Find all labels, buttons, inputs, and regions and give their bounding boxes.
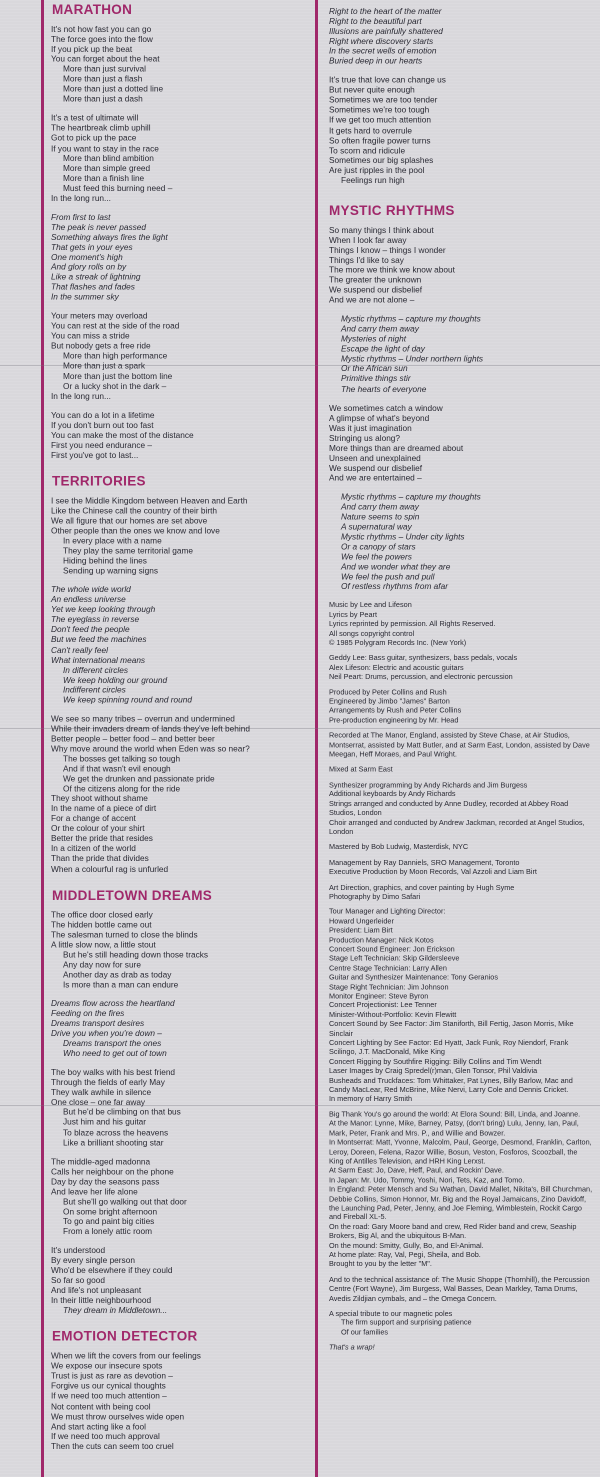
lyric-line: Sometimes we're too tough: [329, 104, 430, 115]
lyric-line: More than just the bottom line: [63, 370, 173, 381]
lyric-line: Are just ripples in the pool: [329, 164, 425, 175]
credit-block: [329, 780, 594, 836]
credit-block: [329, 842, 594, 851]
credit-line: Concert Rigging by Southfire Rigging: Billy Collins and Tim Wendt: [329, 1056, 542, 1066]
lyric-line: Drive you when you're down –: [51, 1028, 162, 1039]
lyric-line: Another day as drab as today: [63, 969, 172, 980]
credit-line: At the Manor: Lynne, Mike, Barney, Patsy, (don't bring) Lulu, Jenny, Ian, Paul, Mark, Peter, Frank and Mrs. P., and Willie and Bowzer.: [329, 1119, 579, 1138]
song-title: TERRITORIES: [52, 473, 146, 489]
credit-line: Neil Peart: Drums, percussion, and electronic percussion: [329, 672, 513, 682]
lyric-line: It's a test of ultimate will: [51, 112, 139, 123]
lyric-line: Escape the light of day: [341, 343, 425, 354]
lyric-line: If we need too much attention –: [51, 1390, 167, 1401]
credit-block: [329, 731, 594, 759]
lyric-line: Like the Chinese call the country of their birth: [51, 505, 218, 516]
lyric-line: We suspend our disbelief: [329, 284, 423, 295]
lyric-line: Mystic rhythms – capture my thoughts: [341, 313, 481, 324]
credit-line: Additional keyboards by Andy Richards: [329, 789, 456, 799]
credit-line: Stage Left Technician: Skip Gildersleeve: [329, 953, 460, 963]
lyric-stanza: [51, 1245, 310, 1315]
credit-block: [329, 882, 594, 901]
lyric-stanza: [329, 314, 594, 394]
lyric-line: One moment's high: [51, 251, 123, 262]
lyric-line: Sometimes we are too tender: [329, 94, 438, 105]
lyric-line: Mystic rhythms – Under city lights: [341, 531, 465, 542]
mystic-rhythms-section: [318, 203, 594, 592]
lyric-line: The greater the unknown: [329, 274, 422, 285]
credit-line: Mixed at Sarm East: [329, 764, 393, 774]
song-title: MARATHON: [52, 1, 133, 17]
credit-line: In memory of Harry Smith: [329, 1094, 413, 1104]
credit-block: [329, 907, 594, 1104]
credit-line: That's a wrap!: [329, 1342, 375, 1352]
left-lyrics-column: [38, 0, 310, 1470]
credit-line: Photography by Dimo Safari: [329, 891, 421, 901]
credit-line: Concert Sound by See Factor: Jim Staniforth, Bill Fertig, Jason Morris, Mike Sinclair: [329, 1019, 574, 1038]
lyric-line: Sometimes our big splashes: [329, 154, 434, 165]
credit-line: All songs copyright control: [329, 628, 415, 638]
lyric-line: It's not how fast you can go: [51, 23, 152, 34]
lyric-line: Than the pride that divides: [51, 853, 149, 864]
lyric-line: They walk awhile in silence: [51, 1087, 152, 1098]
lyric-line: Dreams transport desires: [51, 1018, 145, 1029]
lyric-stanza: [51, 24, 310, 104]
lyric-line: The eyeglass in reverse: [51, 614, 140, 625]
lyric-stanza: [51, 584, 310, 704]
lyric-stanza: [51, 1156, 310, 1236]
lyric-line: Your meters may overload: [51, 310, 148, 321]
lyric-line: You can make the most of the distance: [51, 429, 194, 440]
lyric-line: And start acting like a fool: [51, 1420, 147, 1431]
credit-line: Busheads and Truckfaces: Tom Whittaker, Pat Lynes, Billy Barlow, Mac and Candy MacLear, Red McBrine, Mike Nervi, Larry Cole and Dennis Cricket.: [329, 1075, 573, 1094]
lyric-line: We feel the powers: [341, 551, 412, 562]
credit-block: [329, 601, 594, 648]
credit-line: In England: Peter Mensch and Su Wathan, David Mallet, Nikita's, Bill Churchman, Debbie Collins, Simon Honnor, Mr. Big and the Royal Jamaicans, Zino Davidoff, the Launching Pad, Peter, Jenny, and Joe Fleming, Wimblestein, Rockit Cargo and Fireball XL-5.: [329, 1184, 593, 1222]
credit-line: Pre-production engineering by Mr. Head: [329, 715, 459, 725]
credit-line: Production Manager: Nick Kotos: [329, 935, 434, 945]
song-section: [38, 2, 310, 460]
song-section: [38, 1329, 310, 1451]
lyric-line: It's understood: [51, 1245, 106, 1256]
credit-line: Engineered by Jimbo "James" Barton: [329, 696, 450, 706]
lyric-line: When I look far away: [329, 234, 407, 245]
credit-block: [329, 765, 594, 774]
lyric-line: They play the same territorial game: [63, 545, 194, 556]
credit-line: Alex Lifeson: Electric and acoustic guitars: [329, 662, 464, 672]
lyric-line: And glory rolls on by: [51, 261, 127, 272]
lyric-line: Or a canopy of stars: [341, 541, 416, 552]
lyric-stanza: [51, 713, 310, 873]
credit-block: [329, 1275, 594, 1303]
lyric-line: From first to last: [51, 211, 111, 222]
lyric-line: Forgive us our cynical thoughts: [51, 1380, 166, 1391]
lyric-line: If we get too much attention: [329, 114, 431, 125]
credit-line: Stage Right Technician: Jim Johnson: [329, 981, 449, 991]
lyric-line: Feelings run high: [341, 174, 405, 185]
credit-line: Strings arranged and conducted by Anne Dudley, recorded at Abbey Road Studios, London: [329, 798, 569, 818]
lyric-line: In the long run...: [51, 390, 111, 401]
lyric-line: Mystic rhythms – capture my thoughts: [341, 491, 481, 502]
lyric-line: More than simple greed: [63, 162, 151, 173]
lyric-line: The bosses get talking so tough: [63, 753, 181, 764]
lyric-line: The heartbreak climb uphill: [51, 122, 151, 133]
lyric-line: We sometimes catch a window: [329, 402, 443, 413]
lyric-line: What international means: [51, 654, 146, 665]
song-title: MYSTIC RHYTHMS: [329, 202, 455, 218]
lyric-line: But he'd be climbing on that bus: [63, 1107, 181, 1118]
lyric-line: More than a finish line: [63, 172, 145, 183]
lyric-line: The hearts of everyone: [341, 383, 427, 394]
album-credits: [318, 601, 594, 1353]
lyric-line: Of the citizens along for the ride: [63, 783, 181, 794]
lyric-line: We keep spinning round and round: [63, 694, 193, 705]
lyric-line: But he's still heading down those tracks: [63, 949, 209, 960]
lyric-stanza: [51, 212, 310, 302]
credit-line: A special tribute to our magnetic poles: [329, 1308, 453, 1318]
lyric-line: Buried deep in our hearts: [329, 55, 423, 66]
lyric-line: Sending up warning signs: [63, 565, 159, 576]
lyric-line: More than just a spark: [63, 360, 146, 371]
lyric-line: We keep holding our ground: [63, 674, 168, 685]
lyric-line: Or the colour of your shirt: [51, 823, 145, 834]
lyric-line: So many things I think about: [329, 224, 434, 235]
lyric-stanza: [329, 6, 594, 66]
lyric-stanza: [51, 1067, 310, 1147]
lyric-line: The more we think we know about: [329, 264, 455, 275]
lyric-line: In the secret wells of emotion: [329, 45, 437, 56]
lyric-line: For a change of accent: [51, 813, 136, 824]
credit-line: Concert Projectionist: Lee Tenner: [329, 1000, 437, 1010]
lyric-line: But she'll go walking out that door: [63, 1196, 187, 1207]
lyric-line: Not content with being cool: [51, 1400, 151, 1411]
lyric-line: Then the cuts can seem too cruel: [51, 1440, 174, 1451]
lyric-line: Right where discovery starts: [329, 35, 434, 46]
lyric-line: Things I know – things I wonder: [329, 244, 446, 255]
lyric-line: If you don't burn out too fast: [51, 419, 154, 430]
credit-line: Geddy Lee: Bass guitar, synthesizers, bass pedals, vocals: [329, 653, 518, 663]
credit-line: Concert Sound Engineer: Jon Erickson: [329, 944, 455, 954]
lyric-line: And carry them away: [341, 323, 419, 334]
lyric-line: I see the Middle Kingdom between Heaven and Earth: [51, 495, 248, 506]
credit-line: Guitar and Synthesizer Maintenance: Tony Geranios: [329, 972, 499, 982]
lyric-line: The boy walks with his best friend: [51, 1067, 176, 1078]
lyric-line: Like a brilliant shooting star: [63, 1137, 164, 1148]
credit-block: [329, 653, 594, 681]
credit-line: Lyrics reprinted by permission. All Rights Reserved.: [329, 619, 496, 629]
lyric-line: That flashes and fades: [51, 281, 135, 292]
lyric-line: The force goes into the flow: [51, 33, 153, 44]
lyric-line: Why move around the world when Eden was so near?: [51, 743, 250, 754]
lyric-line: Feeding on the fires: [51, 1008, 125, 1019]
lyric-line: Trust is just as rare as devotion –: [51, 1370, 173, 1381]
credit-block: [329, 687, 594, 724]
credit-line: Choir arranged and conducted by Andrew Jackman, recorded at Angel Studios, London: [329, 817, 585, 836]
lyric-line: Must feed this burning need –: [63, 182, 173, 193]
credit-line: Art Direction, graphics, and cover painting by Hugh Syme: [329, 882, 515, 892]
lyric-line: We expose our insecure spots: [51, 1360, 163, 1371]
credit-line: Management by Ray Danniels, SRO Management, Toronto: [329, 857, 520, 867]
lyric-line: One close – one far away: [51, 1097, 146, 1108]
lyric-line: You can forget about the heat: [51, 53, 160, 64]
lyric-line: More than just survival: [63, 63, 147, 74]
lyric-line: To go and paint big cities: [63, 1216, 155, 1227]
song-section: [38, 474, 310, 874]
credit-block: [329, 1309, 594, 1337]
lyric-line: The whole wide world: [51, 584, 131, 595]
lyric-line: Dreams transport the ones: [63, 1038, 162, 1049]
lyric-line: Or the African sun: [341, 363, 408, 374]
lyric-line: We feel the push and pull: [341, 571, 435, 582]
lyric-line: Illusions are painfully shattered: [329, 25, 443, 36]
credit-block: [329, 1343, 594, 1352]
lyric-line: You can miss a stride: [51, 330, 130, 341]
lyric-line: Other people than the ones we know and love: [51, 525, 220, 536]
lyric-line: More than just a dash: [63, 93, 143, 104]
credit-line: At home plate: Ray, Val, Pegi, Sheila, and Bob.: [329, 1250, 481, 1260]
song-section: [38, 887, 310, 1315]
lyric-line: First you've got to last...: [51, 449, 139, 460]
credit-line: Tour Manager and Lighting Director:: [329, 907, 446, 917]
lyric-line: And if that wasn't evil enough: [63, 763, 171, 774]
lyric-line: But nobody gets a free ride: [51, 340, 151, 351]
credit-line: Recorded at The Manor, England, assisted by Steve Chase, at Air Studios, Montserrat, assisted by Matt Butler, and at Sarm East, London, assisted by Dave Meegan, Heff Moraes, and Paul Wright.: [329, 730, 590, 759]
lyric-line: Of restless rhythms from afar: [341, 581, 448, 592]
lyric-line: In the long run...: [51, 192, 111, 203]
lyric-line: Can't really feel: [51, 644, 108, 655]
lyric-line: You can do a lot in a lifetime: [51, 409, 155, 420]
credit-line: On the road: Gary Moore band and crew, Red Rider band and crew, Seaship Brokers, Big Al, and the ubiquitous B-Man.: [329, 1221, 577, 1241]
lyric-line: Dreams flow across the heartland: [51, 998, 175, 1009]
lyric-line: Or a lucky shot in the dark –: [63, 380, 167, 391]
lyric-line: While their invaders dream of lands they've left behind: [51, 723, 250, 734]
credit-line: Music by Lee and Lifeson: [329, 600, 412, 610]
lyric-line: We get the drunken and passionate pride: [63, 773, 215, 784]
lyric-line: Unseen and unexplained: [329, 452, 421, 463]
lyric-line: So far so good: [51, 1275, 105, 1286]
credit-line: In Montserrat: Matt, Yvonne, Malcolm, Paul, George, Desmond, Franklin, Carlton, Leroy, Doreen, Felena, Razor Willie, Bosun, Veston, Fosforos, Scoozball, the King of Antilles Television, and HRH King Lerxst.: [329, 1137, 592, 1166]
lyric-line: And we are entertained –: [329, 472, 422, 483]
lyric-line: More than just a flash: [63, 73, 143, 84]
lyric-line: So often fragile power turns: [329, 134, 431, 145]
lyric-line: And we are not alone –: [329, 294, 415, 305]
lyric-line: Primitive things stir: [341, 373, 411, 384]
lyric-line: They shoot without shame: [51, 793, 148, 804]
lyric-line: If you pick up the beat: [51, 43, 133, 54]
lyric-line: From a lonely attic room: [63, 1226, 152, 1237]
lyric-line: A supernatural way: [341, 521, 412, 532]
lyric-line: But never quite enough: [329, 84, 415, 95]
lyric-line: You can rest at the side of the road: [51, 320, 180, 331]
lyric-stanza: [51, 410, 310, 460]
lyric-line: Better people – better food – and better beer: [51, 733, 215, 744]
lyric-line: It gets hard to overrule: [329, 124, 413, 135]
credit-line: Arrangements by Rush and Peter Collins: [329, 706, 462, 716]
credit-line: And to the technical assistance of: The Music Shoppe (Thornhill), the Percussion Centre (Fort Wayne), Jim Burgess, Wal Basses, Dean Markley, Tama Drums, Avedis Zildjian cymbals, and – the Omega Concern.: [329, 1274, 590, 1303]
credit-line: Lyrics by Peart: [329, 609, 377, 619]
lyric-line: But we feed the machines: [51, 634, 147, 645]
lyric-stanza: [51, 1351, 310, 1451]
lyric-line: Indifferent circles: [63, 684, 126, 695]
lyric-line: The office door closed early: [51, 909, 153, 920]
lyric-line: That gets in your eyes: [51, 241, 133, 252]
lyric-line: Mystic rhythms – Under northern lights: [341, 353, 484, 364]
lyric-line: Day by day the seasons pass: [51, 1176, 160, 1187]
credit-line: Executive Production by Moon Records, Val Azzoli and Liam Birt: [329, 867, 537, 877]
lyric-stanza: [329, 75, 594, 185]
lyric-line: In the summer sky: [51, 291, 119, 302]
lyric-line: Better the pride that resides: [51, 833, 153, 844]
lyric-line: A little slow now, a little stout: [51, 939, 156, 950]
credit-line: Laser Images by Craig Spredel(r)man, Glen Tonsor, Phil Valdivia: [329, 1066, 538, 1076]
lyric-line: And life's not unpleasant: [51, 1285, 142, 1296]
lyric-line: First you need endurance –: [51, 439, 153, 450]
credit-line: Produced by Peter Collins and Rush: [329, 687, 447, 697]
lyric-line: We suspend our disbelief: [329, 462, 423, 473]
lyric-line: Hiding behind the lines: [63, 555, 147, 566]
lyric-line: The salesman turned to close the blinds: [51, 929, 198, 940]
lyric-line: Through the fields of early May: [51, 1077, 165, 1088]
lyric-line: Like a streak of lightning: [51, 271, 141, 282]
lyric-line: In the name of a piece of dirt: [51, 803, 157, 814]
lyric-line: The middle-aged madonna: [51, 1156, 151, 1167]
lyric-line: More than just a dotted line: [63, 83, 164, 94]
lyric-line: Things I'd like to say: [329, 254, 404, 265]
lyric-stanza: [51, 496, 310, 576]
lyric-line: Any day now for sure: [63, 959, 141, 970]
lyric-line: Just him and his guitar: [63, 1117, 147, 1128]
credit-line: In Japan: Mr. Udo, Tommy, Yoshi, Nori, Tets, Kaz, and Tomo.: [329, 1175, 525, 1185]
lyric-line: Stringing us along?: [329, 432, 401, 443]
lyric-line: Calls her neighbour on the phone: [51, 1166, 174, 1177]
lyric-line: Was it just imagination: [329, 422, 412, 433]
lyric-line: More than high performance: [63, 350, 168, 361]
lyric-line: If you want to stay in the race: [51, 142, 159, 153]
credit-line: Howard Ungerleider: [329, 916, 394, 926]
lyric-line: An endless universe: [51, 594, 126, 605]
lyric-line: More than blind ambition: [63, 152, 154, 163]
lyric-line: And carry them away: [341, 501, 419, 512]
lyric-line: The peak is never passed: [51, 221, 147, 232]
lyric-line: The hidden bottle came out: [51, 919, 152, 930]
lyric-stanza: [51, 311, 310, 401]
lyric-line: Who'd be elsewhere if they could: [51, 1265, 173, 1276]
lyric-line: And we wonder what they are: [341, 561, 451, 572]
lyric-line: Got to pick up the pace: [51, 132, 137, 143]
lyric-stanza: [329, 225, 594, 305]
credit-block: [329, 858, 594, 877]
lyric-line: Nature seems to spin: [341, 511, 420, 522]
lyric-line: Mysteries of night: [341, 333, 407, 344]
lyric-line: When a colourful rag is unfurled: [51, 863, 169, 874]
lyric-line: When we lift the covers from our feelings: [51, 1350, 201, 1361]
credit-line: Brought to you by the letter "M".: [329, 1259, 432, 1269]
lyric-line: By every single person: [51, 1255, 135, 1266]
lyric-line: More things than are dreamed about: [329, 442, 464, 453]
lyric-stanza: [329, 403, 594, 483]
lyric-line: On some bright afternoon: [63, 1206, 158, 1217]
credit-line: Big Thank You's go around the world: At Elora Sound: Bill, Linda, and Joanne.: [329, 1109, 581, 1119]
lyric-line: We must throw ourselves wide open: [51, 1410, 185, 1421]
lyric-line: To blaze across the heavens: [63, 1127, 169, 1138]
lyric-line: If we need too much approval: [51, 1430, 160, 1441]
lyric-line: In their little neighbourhood: [51, 1295, 152, 1306]
lyric-stanza: [51, 909, 310, 989]
lyric-line: Yet we keep looking through: [51, 604, 156, 615]
lyric-stanza: [51, 998, 310, 1058]
credit-line: At Sarm East: Jo, Dave, Heff, Paul, and Rockin' Dave.: [329, 1165, 504, 1175]
credit-line: © 1985 Polygram Records Inc. (New York): [329, 638, 467, 647]
credit-line: Concert Lighting by See Factor: Ed Hyatt, Jack Funk, Roy Niendorf, Frank Scilingo, J.T. MacDonald, Mike King: [329, 1038, 569, 1057]
lyric-line: Right to the heart of the matter: [329, 5, 442, 16]
credit-line: Synthesizer programming by Andy Richards and Jim Burgess: [329, 780, 528, 790]
credit-line: Minister-Without-Portfolio: Kevin Flewitt: [329, 1010, 457, 1020]
lyric-line: In every place with a name: [63, 535, 162, 546]
lyric-stanza: [51, 113, 310, 203]
lyric-line: Is more than a man can endure: [63, 979, 179, 990]
credit-line: Centre Stage Technician: Larry Allen: [329, 963, 447, 973]
lyric-line: It's true that love can change us: [329, 74, 446, 85]
lyric-stanza: [329, 492, 594, 592]
lyric-line: To scorn and ridicule: [329, 144, 406, 155]
credit-line: Of our families: [341, 1327, 389, 1337]
credit-line: Mastered by Bob Ludwig, Masterdisk, NYC: [329, 842, 469, 852]
emotion-detector-continued: [318, 6, 594, 185]
credit-line: The firm support and surprising patience: [341, 1318, 472, 1328]
lyric-line: Who need to get out of town: [63, 1048, 167, 1059]
lyric-line: A glimpse of what's beyond: [329, 412, 430, 423]
song-title: MIDDLETOWN DREAMS: [52, 887, 213, 903]
lyric-line: They dream in Middletown...: [63, 1305, 168, 1316]
lyric-line: Something always fires the light: [51, 231, 168, 242]
lyric-line: Right to the beautiful part: [329, 15, 422, 26]
lyric-line: We all figure that our homes are set above: [51, 515, 208, 526]
right-column: [318, 0, 594, 1470]
credit-line: On the mound: Smitty, Gully, Bo, and El-Animal.: [329, 1240, 484, 1250]
lyric-line: In different circles: [63, 664, 129, 675]
lyric-line: Don't feed the people: [51, 624, 130, 635]
lyric-line: In a citizen of the world: [51, 843, 136, 854]
lyric-line: And leave her life alone: [51, 1186, 138, 1197]
lyric-line: We see so many tribes – overrun and undermined: [51, 713, 235, 724]
credit-line: President: Liam Birt: [329, 925, 393, 935]
song-title: EMOTION DETECTOR: [52, 1329, 198, 1344]
credit-line: Monitor Engineer: Steve Byron: [329, 991, 429, 1001]
credit-block: [329, 1110, 594, 1269]
